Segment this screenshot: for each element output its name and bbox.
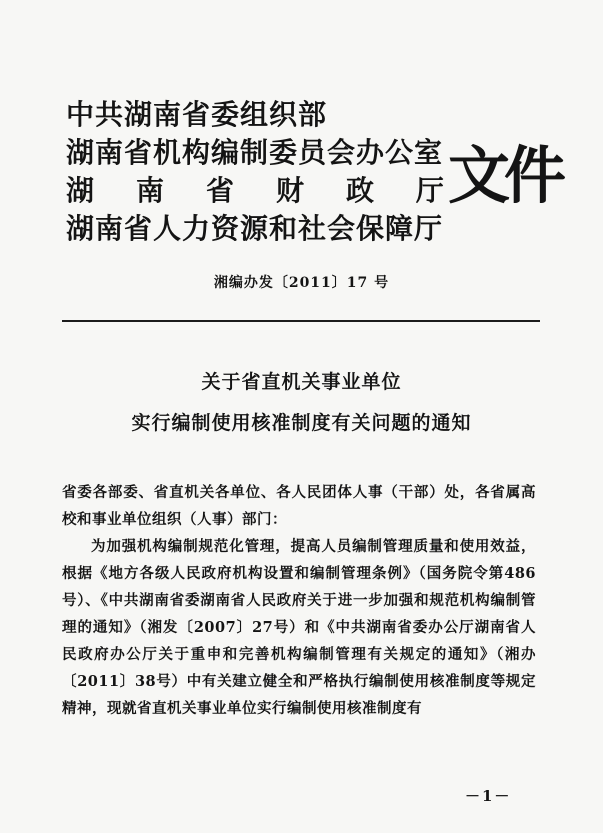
document-number: 湘编办发〔2011〕17 号 (213, 275, 390, 291)
issuer-char: 政 (345, 174, 374, 207)
page-number: －1－ (465, 787, 512, 805)
document-title-line-1: 关于省直机关事业单位 (201, 371, 402, 393)
issuer-line-hr-dept: 湖南省人力资源和社会保障厅 (66, 212, 444, 245)
issuer-char: 湖 (66, 174, 95, 207)
document-title-line-2: 实行编制使用核准制度有关问题的通知 (131, 412, 472, 434)
issuer-block (66, 96, 444, 248)
issuer-line-party-org-dept: 中共湖南省委组织部 (66, 98, 328, 131)
addressee-paragraph: 省委各部委、省直机关各单位、各人民团体人事（干部）处，各省属高校和事业单位组织（人事）部门： (62, 484, 536, 528)
document-type-label: 文件 (448, 139, 561, 212)
issuer-char: 厅 (415, 174, 444, 207)
issuer-char: 财 (275, 174, 304, 207)
issuer-char: 南 (135, 174, 164, 207)
issuer-char: 省 (205, 174, 234, 207)
issuer-line-finance-dept (66, 172, 444, 210)
header-divider (62, 320, 540, 322)
issuer-line-staffing-office: 湖南省机构编制委员会办公室 (66, 136, 444, 169)
body-paragraph: 为加强机构编制规范化管理，提高人员编制管理质量和使用效益，根据《地方各级人民政府机构设置和编制管理条例》（国务院令第486号）、《中共湖南省委湖南省人民政府关于进一步加强和规范机构编制管理的通知》（湘发〔2007〕27号）和《中共湖南省委办公厅湖南省人民政府办公厅关于重申和完善机构编制管理有关规定的通知》（湘办〔2011〕38号）中有关建立健全和严格执行编制使用核准制度等规定精神，现就省直机关事业单位实行编制使用核准制度有 (62, 538, 536, 717)
